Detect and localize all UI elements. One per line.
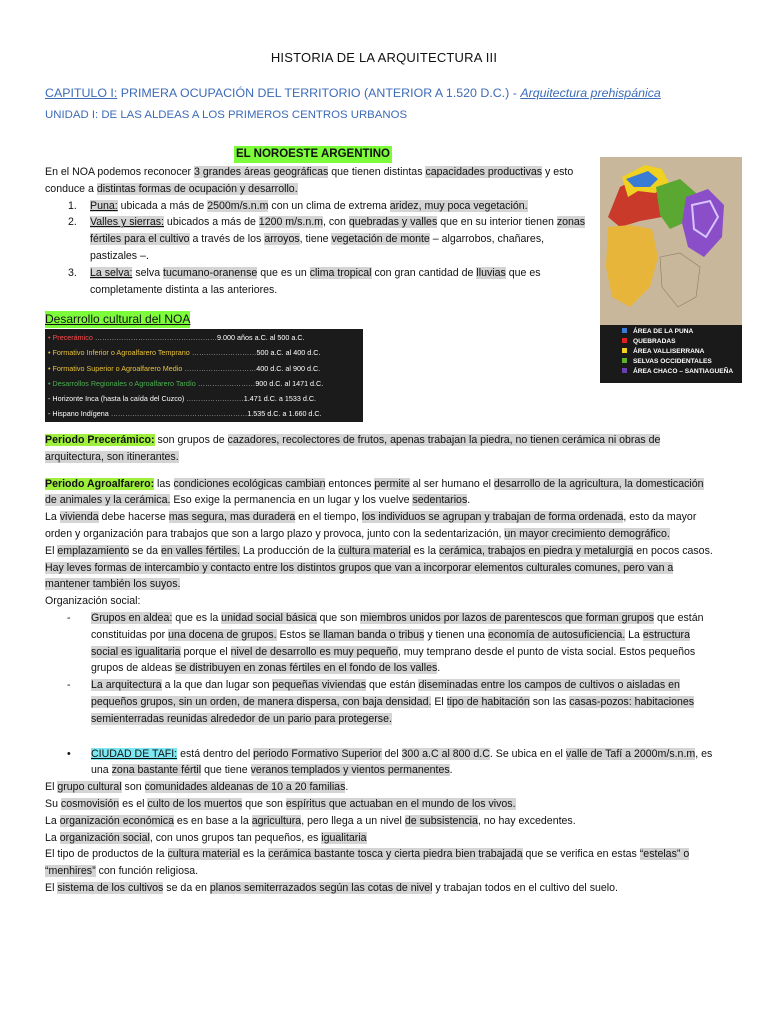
area-item — [68, 198, 590, 215]
highlight: igualitaria — [321, 831, 367, 844]
highlight: periodo Formativo Superior — [253, 747, 382, 760]
tafi-line — [45, 813, 718, 830]
text: – algarrobos, chañares, pastizales –. — [90, 233, 545, 262]
highlight: cultura material — [167, 848, 240, 861]
highlight: cerámica bastante tosca y cierta piedra bien trabajada — [268, 848, 523, 861]
period-name: • Precerámico — [48, 333, 95, 342]
tafi-line — [45, 880, 718, 897]
text: se da — [129, 544, 162, 557]
highlight: 300 a.C al 800 d.C — [401, 747, 490, 760]
tafi-line — [45, 830, 718, 847]
highlight: zonas fértiles para el cultivo — [90, 216, 586, 246]
highlight: tucumano-oranense — [163, 266, 258, 279]
period-range: 400 d.C. al 900 d.C. — [256, 363, 321, 373]
text: . — [467, 494, 471, 507]
noa-map-figure — [600, 157, 742, 383]
text: que es la — [172, 611, 222, 624]
highlight: unidad social básica — [221, 611, 317, 624]
area-label: La selva: — [90, 266, 133, 279]
item-number: 2. — [68, 216, 77, 229]
period-range: 1.471 d.C. a 1533 d.C. — [243, 394, 317, 404]
period-range: 9.000 años a.C. al 500 a.C. — [217, 333, 305, 342]
highlight: espíritus que actuaban en el mundo de los vivos. — [285, 797, 516, 810]
highlight: se llaman banda o tribus — [308, 628, 425, 641]
text: , pero llega a un nivel — [301, 814, 405, 827]
legend-swatch — [622, 348, 627, 353]
chapter-text: PRIMERA OCUPACIÓN DEL TERRITORIO (ANTERIOR A 1.520 D.C.) - — [117, 86, 521, 100]
highlight: sistema de los cultivos — [57, 881, 164, 894]
highlight: se distribuyen en zonas fértiles en el fondo de los valles — [175, 662, 438, 675]
text: Eso exige la permanencia en un lugar y los vuelve — [170, 494, 413, 507]
text: que es completamente distinta a las anteriores. — [90, 266, 541, 296]
highlight: cosmovisión — [60, 797, 120, 810]
period-range: 1.535 d.C. a 1.660 d.C. — [247, 409, 322, 419]
chapter-label[interactable]: CAPITULO I: — [45, 86, 118, 100]
text: La — [45, 814, 60, 827]
text: que se verifica en estas — [522, 848, 640, 861]
period-range: 900 d.C. al 1471 d.C. — [255, 378, 324, 388]
text: y esto conduce a — [45, 166, 574, 195]
text: ubicada a más de — [117, 199, 208, 212]
text: debe hacerse — [98, 511, 169, 524]
highlight: nivel de desarrollo es muy pequeño — [230, 645, 398, 658]
text: , no hay excedentes. — [477, 814, 576, 827]
highlight: estructura social es igualitaria — [91, 628, 690, 658]
text: que es un — [257, 266, 310, 279]
highlight: 2500m/s.n.m — [207, 199, 269, 212]
highlight: de subsistencia — [404, 814, 478, 827]
text: en pocos casos. — [633, 544, 713, 557]
text: La producción de la — [239, 544, 339, 557]
highlight: zona bastante fértil — [111, 764, 202, 777]
text: , con — [322, 216, 349, 229]
text: porque el — [180, 645, 231, 658]
tafi-line — [45, 796, 718, 813]
text: La — [45, 511, 60, 524]
unit-heading: UNIDAD I: DE LAS ALDEAS A LOS PRIMEROS CENTROS URBANOS — [45, 109, 408, 121]
highlight: economía de autosuficiencia. — [487, 628, 626, 641]
text: son — [121, 781, 145, 794]
legend-label: SELVAS OCCIDENTALES — [633, 358, 712, 365]
period-dots: ……………………… — [191, 348, 257, 358]
highlight: arroyos — [264, 233, 300, 246]
text: es en base a la — [173, 814, 252, 827]
text: con un clima de extrema — [268, 199, 390, 212]
legend-label: QUEBRADAS — [633, 338, 676, 345]
text: que son — [316, 611, 361, 624]
text: en el tiempo, — [295, 511, 362, 524]
tafi-bullet — [45, 746, 718, 780]
highlight: una docena de grupos. — [168, 628, 277, 641]
text: , es una — [91, 747, 713, 777]
main-body — [45, 432, 718, 897]
highlight: “estelas” o “menhires” — [45, 848, 690, 878]
highlight: veranos templados y vientos permanentes — [250, 764, 450, 777]
spacer — [45, 728, 718, 746]
text: La — [625, 628, 643, 641]
period-dots: …………………… — [197, 378, 256, 388]
period-dots: …………………………………………… — [94, 333, 218, 342]
highlight: permite — [374, 477, 410, 490]
text: , esto da mayor orden y organización para trabajos que son a largo plazo y provoca, junto con la sedentarización, — [45, 511, 697, 540]
period-row — [48, 345, 360, 360]
text: que tienen distintas — [328, 166, 426, 178]
org-item — [45, 610, 718, 677]
text: El — [431, 695, 447, 708]
map-illustration — [600, 157, 742, 383]
text: . — [345, 781, 349, 794]
highlight: Grupos en aldea: — [91, 611, 173, 624]
highlight: clima tropical — [309, 266, 372, 279]
text: , con unos grupos tan pequeños, es — [149, 831, 322, 844]
text: está dentro del — [177, 747, 254, 760]
text: que tiene — [201, 764, 251, 777]
text: , tiene — [299, 233, 332, 246]
text: que son — [242, 797, 286, 810]
emplazamiento-paragraph — [45, 543, 718, 593]
highlight: mas segura, mas duradera — [168, 511, 296, 524]
section-title-desarrollo: Desarrollo cultural del NOA — [45, 312, 191, 326]
org-item — [45, 677, 718, 727]
text: es el — [119, 797, 148, 810]
legend-swatch — [622, 338, 627, 343]
tafi-details — [45, 779, 718, 897]
highlight: un mayor crecimiento demográfico. — [504, 527, 670, 540]
text: a través de los — [189, 233, 265, 246]
period-name: - Horizonte Inca (hasta la caída del Cuzco) — [48, 394, 187, 404]
text: con función religiosa. — [95, 865, 199, 878]
highlight: quebradas y valles — [348, 216, 438, 229]
areas-list — [68, 198, 590, 299]
highlight: distintas formas de ocupación y desarrollo. — [96, 182, 298, 195]
dash-marker: - — [67, 611, 71, 624]
text: En el NOA podemos reconocer — [45, 166, 194, 178]
period-dots: ………………………………………………… — [110, 409, 248, 419]
area-label: Puna: — [90, 199, 118, 212]
tafi-line — [45, 846, 718, 880]
text: El — [45, 544, 58, 557]
period-dots: ………………………… — [184, 363, 257, 373]
agroalfarero-paragraph — [45, 476, 718, 510]
map-legend — [622, 326, 733, 375]
dash-marker: - — [67, 679, 71, 692]
highlight: cazadores, recolectores de frutos, apenas trabajan la piedra, no tienen cerámica ni obras de arquitectura, son itinerantes. — [45, 434, 661, 463]
text: El tipo de productos de la — [45, 848, 168, 861]
label: Periodo Agroalfarero: — [45, 477, 155, 490]
highlight: los individuos se agrupan y trabajan de forma ordenada — [361, 511, 624, 524]
highlight: casas-pozos: habitaciones semienterradas reunidas alrededor de un pario para protegerse. — [91, 695, 695, 725]
highlight: cultura material — [338, 544, 411, 557]
tafi-label: CIUDAD DE TAFI: — [91, 747, 178, 760]
text: que están constituidas por — [91, 611, 704, 641]
text: que en su interior tienen — [437, 216, 557, 229]
item-number: 1. — [68, 199, 77, 212]
text: ubicados a más de — [163, 216, 259, 229]
chapter-heading — [45, 85, 661, 102]
area-item — [68, 214, 590, 264]
text: es la — [239, 848, 269, 861]
highlight: pequeñas viviendas — [272, 679, 367, 692]
text: y tienen una — [424, 628, 488, 641]
text: se da en — [163, 881, 210, 894]
text: La — [45, 831, 60, 844]
highlight: desarrollo de la agricultura, la domesticación de animales y la cerámica. — [45, 477, 704, 507]
period-name: • Desarrollos Regionales o Agroalfarero Tardío — [48, 378, 198, 388]
area-label: Valles y sierras: — [90, 216, 164, 229]
period-name: • Formativo Superior o Agroalfarero Medio — [48, 363, 185, 373]
text: a la que dan lugar son — [161, 679, 273, 692]
highlight: grupo cultural — [57, 781, 122, 794]
text: con gran cantidad de — [371, 266, 477, 279]
highlight: diseminadas entre los campos de cultivos o aisladas en pequeños grupos, sin un orden, de manera dispersa, con baja densidad. — [91, 679, 680, 708]
period-name: • Formativo Inferior o Agroalfarero Temprano — [48, 348, 192, 358]
text: , muy temprano desde el punto de vista social. Estos pequeños grupos de aldeas — [91, 645, 696, 675]
highlight: Hay leves formas de intercambio y contacto entre los distintos grupos que van a incorporar elementos culturales comunes, pero van a mantener también los suyos. — [45, 561, 674, 591]
text: las — [154, 477, 174, 490]
bullet-marker: • — [67, 747, 71, 760]
text: El — [45, 881, 58, 894]
highlight: planos semiterrazados según las cotas de nivel — [209, 881, 433, 894]
text: es la — [410, 544, 439, 557]
org-list — [45, 610, 718, 728]
highlight: emplazamiento — [57, 544, 130, 557]
period-row — [48, 406, 360, 421]
periods-table — [45, 329, 363, 422]
text: . — [449, 764, 453, 777]
legend-label: ÁREA CHACO – SANTIAGUEÑA — [633, 368, 734, 375]
page-title: HISTORIA DE LA ARQUITECTURA III — [270, 50, 498, 65]
highlight: capacidades productivas — [425, 166, 543, 178]
text: . — [437, 662, 441, 675]
highlight: valle de Tafí a 2000m/s.n.m — [565, 747, 696, 760]
highlight: en valles fértiles. — [161, 544, 240, 557]
section-title-noa: EL NOROESTE ARGENTINO — [234, 146, 392, 163]
text: Estos — [276, 628, 309, 641]
highlight: miembros unidos por lazos de parentescos que forman grupos — [360, 611, 655, 624]
text: que están — [366, 679, 419, 692]
text: al ser humano el — [409, 477, 494, 490]
legend-swatch — [622, 328, 627, 333]
highlight: tipo de habitación — [446, 695, 530, 708]
legend-swatch — [622, 368, 627, 373]
highlight: comunidades aldeanas de 10 a 20 familias — [144, 781, 346, 794]
highlight: organización social — [59, 831, 150, 844]
text: y trabajan todos en el cultivo del suelo. — [432, 881, 618, 894]
period-row — [48, 376, 360, 391]
intro-paragraph — [45, 164, 590, 198]
legend-swatch — [622, 358, 627, 363]
text: selva — [132, 266, 164, 279]
text: entonces — [325, 477, 375, 490]
item-number: 3. — [68, 266, 77, 279]
legend-label: ÁREA DE LA PUNA — [633, 328, 694, 335]
area-item — [68, 265, 590, 299]
period-dots: …………………… — [186, 394, 244, 404]
highlight: aridez, muy poca vegetación. — [389, 199, 528, 212]
highlight: vegetación de monte — [331, 233, 430, 246]
highlight: La arquitectura — [91, 679, 162, 692]
highlight: agricultura — [251, 814, 302, 827]
highlight: sedentarios — [412, 494, 468, 507]
period-row — [48, 391, 360, 406]
period-range: 500 a.C. al 400 d.C. — [256, 348, 321, 358]
chapter-subtitle[interactable]: Arquitectura prehispánica — [520, 86, 661, 100]
vivienda-paragraph — [45, 509, 718, 543]
legend-label: ÁREA VALLISERRANA — [633, 348, 705, 355]
highlight: lluvias — [476, 266, 506, 279]
period-row — [48, 330, 360, 345]
tafi-line — [45, 779, 718, 796]
text: Su — [45, 797, 61, 810]
highlight: vivienda — [59, 511, 99, 524]
text: del — [381, 747, 402, 760]
highlight: culto de los muertos — [147, 797, 243, 810]
highlight: 3 grandes áreas geográficas — [193, 166, 329, 178]
label: Periodo Precerámico: — [45, 434, 155, 446]
period-name: - Hispano Indígena — [48, 409, 111, 419]
spacer — [45, 466, 718, 476]
highlight: 1200 m/s.n.m — [258, 216, 323, 229]
text: . Se ubica en el — [489, 747, 566, 760]
period-row — [48, 361, 360, 376]
preceramico-paragraph — [45, 432, 718, 466]
intro-section — [45, 164, 590, 298]
org-heading: Organización social: — [45, 595, 141, 608]
highlight: organización económica — [59, 814, 174, 827]
text: son grupos de — [154, 434, 228, 446]
highlight: cerámica, trabajos en piedra y metalurgia — [438, 544, 634, 557]
text: El — [45, 781, 58, 794]
highlight: condiciones ecológicas cambian — [173, 477, 326, 490]
text: son las — [529, 695, 570, 708]
